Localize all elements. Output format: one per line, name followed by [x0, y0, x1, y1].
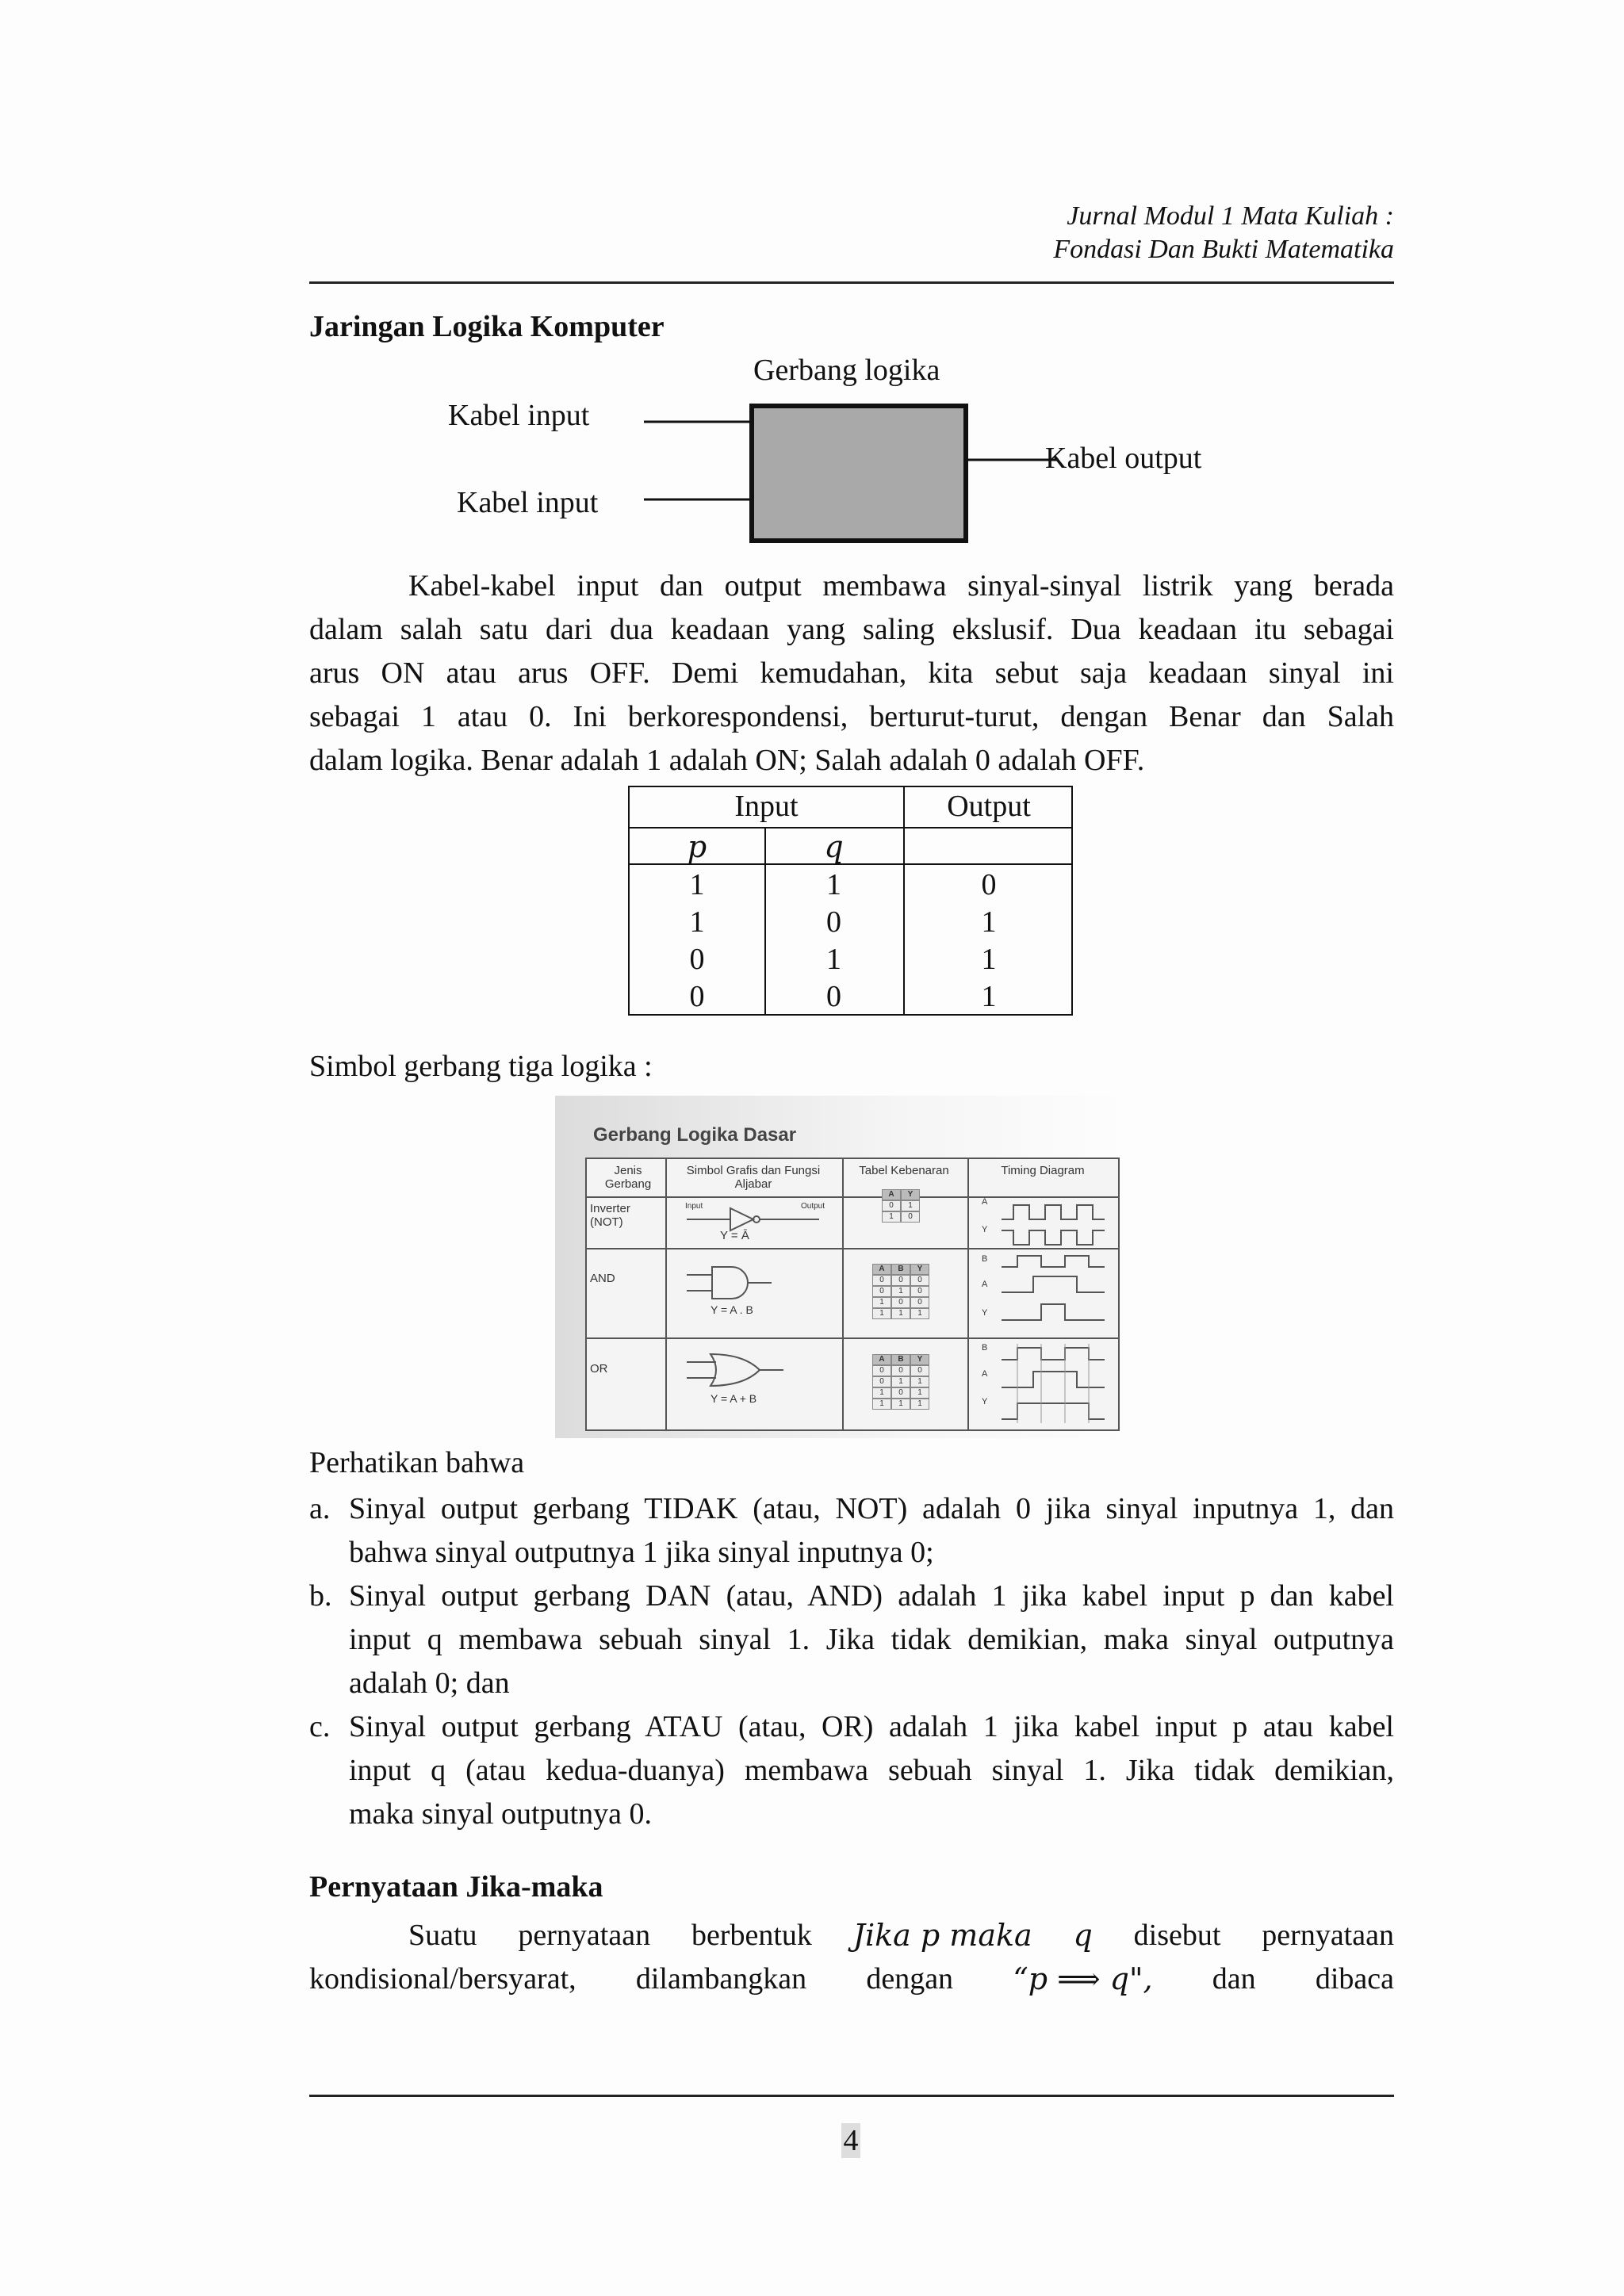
list-item-line: input q membawa sebuah sinyal 1. Jika tidak demikian, maka sinyal outputnya — [349, 1623, 1394, 1656]
word: Jika p maka — [852, 1918, 1032, 1953]
fig-table-cell: A — [882, 1189, 901, 1200]
truth-table-cell: 0 — [689, 980, 705, 1013]
section-title-logic-network: Jaringan Logika Komputer — [309, 310, 665, 343]
fig-table-cell: B — [891, 1354, 910, 1365]
notes-list — [309, 1487, 1394, 1836]
truth-table — [628, 786, 1073, 1016]
col-q: q — [824, 829, 844, 864]
gate-label: Gerbang logika — [753, 354, 940, 387]
gates-table-svg — [585, 1158, 1124, 1435]
list-item — [309, 1705, 1394, 1836]
fig-table-cell: A — [872, 1264, 891, 1275]
truth-table-cell: 1 — [826, 868, 841, 901]
list-item-line: adalah 0; dan — [349, 1667, 510, 1700]
header-line-2: Fondasi Dan Bukti Matematika — [1053, 235, 1394, 264]
fig-table-cell: 0 — [872, 1376, 891, 1387]
list-item-line: input q (atau kedua-duanya) membawa sebuah sinyal 1. Jika tidak demikian, — [349, 1754, 1394, 1787]
fig-table-cell: 0 — [891, 1365, 910, 1376]
header-input: Input — [734, 790, 799, 823]
fig-table-cell: 1 — [872, 1297, 891, 1308]
fig-table-cell: 1 — [882, 1211, 901, 1223]
word: dengan — [866, 1962, 954, 1996]
fig-table-cell: 1 — [872, 1308, 891, 1319]
intro-paragraph — [309, 564, 1394, 783]
list-item — [309, 1575, 1394, 1705]
paragraph-line: dalam salah satu dari dua keadaan yang saling ekslusif. Dua keadaan itu sebagai — [309, 613, 1394, 646]
figure-title: Gerbang Logika Dasar — [593, 1124, 797, 1146]
word: disebut — [1133, 1919, 1221, 1952]
logic-gate-diagram — [634, 396, 1078, 551]
truth-table-cell: 1 — [981, 905, 997, 939]
fig-table-cell: B — [891, 1264, 910, 1275]
fig-wave-label: Y — [982, 1308, 988, 1318]
word: kondisional/bersyarat, — [309, 1962, 576, 1996]
list-item-line: bahwa sinyal outputnya 1 jika sinyal inputnya 0; — [349, 1536, 934, 1569]
truth-table-cell: 1 — [981, 943, 997, 976]
truth-table-cell: 0 — [981, 868, 997, 901]
fig-head-tabel: Tabel Kebenaran — [859, 1164, 949, 1177]
header-rule — [309, 281, 1394, 284]
word: Suatu — [408, 1919, 477, 1952]
section-title-if-then: Pernyataan Jika-maka — [309, 1870, 603, 1904]
truth-table-cell: 1 — [689, 868, 705, 901]
truth-table-cell: 1 — [689, 905, 705, 939]
fig-gate-and: AND — [590, 1272, 615, 1285]
list-item-line: Sinyal output gerbang DAN (atau, AND) adalah 1 jika kabel input p dan kabel — [349, 1579, 1394, 1613]
fig-not-input-label: Input — [685, 1202, 703, 1211]
fig-not-output-label: Output — [801, 1202, 825, 1211]
truth-table-header — [630, 787, 1071, 828]
fig-table-cell: 1 — [910, 1399, 929, 1410]
footer-rule — [309, 2095, 1394, 2097]
truth-table-cell: 0 — [689, 943, 705, 976]
fig-table-cell: 1 — [891, 1399, 910, 1410]
paragraph-line: dalam logika. Benar adalah 1 adalah ON; Salah adalah 0 adalah OFF. — [309, 744, 1145, 777]
paragraph-line: Kabel-kabel input dan output membawa sinyal-sinyal listrik yang berada — [408, 569, 1394, 603]
paragraph-line: sebagai 1 atau 0. Ini berkorespondensi, berturut-turut, dengan Benar dan Salah — [309, 700, 1394, 733]
logic-gates-figure — [555, 1096, 1126, 1438]
fig-table-cell: 0 — [872, 1275, 891, 1286]
input-label-1: Kabel input — [448, 399, 590, 432]
truth-table-subheader — [630, 828, 1071, 865]
output-label: Kabel output — [1045, 442, 1202, 475]
fig-gate-or: OR — [590, 1362, 608, 1376]
word: “p ⟹ q", — [1013, 1961, 1153, 1996]
if-then-line-2 — [309, 1957, 1394, 2001]
fig-head-timing: Timing Diagram — [1001, 1164, 1085, 1177]
list-item — [309, 1487, 1394, 1575]
fig-table-cell: Y — [910, 1354, 929, 1365]
word: dan — [1212, 1962, 1256, 1996]
fig-table-cell: 1 — [910, 1387, 929, 1399]
input-label-2: Kabel input — [457, 486, 599, 519]
fig-not-formula: Y = Ā — [720, 1229, 749, 1242]
fig-table-cell: 0 — [910, 1275, 929, 1286]
word: dilambangkan — [635, 1962, 807, 1996]
fig-table-cell: 1 — [910, 1308, 929, 1319]
fig-table-cell: 1 — [901, 1200, 920, 1211]
truth-table-cell: 1 — [981, 980, 997, 1013]
fig-table-cell: Y — [910, 1264, 929, 1275]
symbols-intro: Simbol gerbang tiga logika : — [309, 1050, 653, 1083]
fig-gate-not: Inverter (NOT) — [590, 1202, 630, 1229]
list-item-line: Sinyal output gerbang TIDAK (atau, NOT) adalah 0 jika sinyal inputnya 1, dan — [349, 1492, 1394, 1525]
fig-table-cell: 1 — [872, 1387, 891, 1399]
fig-table-cell: 0 — [901, 1211, 920, 1223]
running-header — [1053, 200, 1394, 266]
fig-table-cell: 1 — [891, 1376, 910, 1387]
fig-wave-label: B — [982, 1254, 988, 1264]
paragraph-line: arus ON atau arus OFF. Demi kemudahan, kita sebut saja keadaan sinyal ini — [309, 656, 1394, 690]
fig-wave-label: A — [982, 1197, 988, 1207]
truth-table-cell: 1 — [826, 943, 841, 976]
header-output: Output — [947, 790, 1031, 823]
page-number: 4 — [841, 2123, 860, 2158]
fig-table-cell: 0 — [891, 1387, 910, 1399]
fig-table-cell: 0 — [891, 1275, 910, 1286]
fig-table-cell: Y — [901, 1189, 920, 1200]
list-item-line: Sinyal output gerbang ATAU (atau, OR) adalah 1 jika kabel input p atau kabel — [349, 1710, 1394, 1743]
fig-head-simbol: Simbol Grafis dan Fungsi Aljabar — [686, 1164, 821, 1191]
truth-table-cell: 0 — [826, 980, 841, 1013]
fig-wave-label: B — [982, 1343, 988, 1353]
fig-table-cell: 1 — [891, 1286, 910, 1297]
list-marker: b. — [309, 1579, 332, 1613]
fig-table-cell: 0 — [882, 1200, 901, 1211]
word: berbentuk — [691, 1919, 812, 1952]
list-item-line: maka sinyal outputnya 0. — [349, 1797, 653, 1831]
fig-table-cell: 0 — [910, 1365, 929, 1376]
notes-intro: Perhatikan bahwa — [309, 1446, 525, 1479]
fig-table-cell: A — [872, 1354, 891, 1365]
fig-table-cell: 0 — [872, 1365, 891, 1376]
word: pernyataan — [518, 1919, 651, 1952]
fig-or-formula: Y = A + B — [710, 1392, 757, 1405]
fig-table-cell: 1 — [891, 1308, 910, 1319]
fig-table-cell: 0 — [872, 1286, 891, 1297]
fig-wave-label: Y — [982, 1225, 988, 1234]
fig-table-cell: 0 — [891, 1297, 910, 1308]
truth-table-cell: 0 — [826, 905, 841, 939]
gate-box — [752, 406, 966, 541]
list-marker: a. — [309, 1492, 331, 1525]
fig-and-formula: Y = A . B — [710, 1303, 753, 1316]
fig-head-jenis: Jenis Gerbang — [604, 1164, 652, 1191]
fig-table-cell: 0 — [910, 1286, 929, 1297]
fig-table-cell: 1 — [872, 1399, 891, 1410]
word: q — [1073, 1918, 1093, 1953]
header-line-1: Jurnal Modul 1 Mata Kuliah : — [1067, 201, 1394, 231]
word: pernyataan — [1262, 1919, 1394, 1952]
fig-wave-label: Y — [982, 1397, 988, 1406]
fig-wave-label: A — [982, 1280, 988, 1289]
word: dibaca — [1315, 1962, 1394, 1996]
fig-table-cell: 1 — [910, 1376, 929, 1387]
list-marker: c. — [309, 1710, 331, 1743]
if-then-line-1 — [309, 1914, 1394, 1957]
fig-wave-label: A — [982, 1369, 988, 1379]
fig-table-cell: 0 — [910, 1297, 929, 1308]
col-p: p — [687, 829, 707, 864]
